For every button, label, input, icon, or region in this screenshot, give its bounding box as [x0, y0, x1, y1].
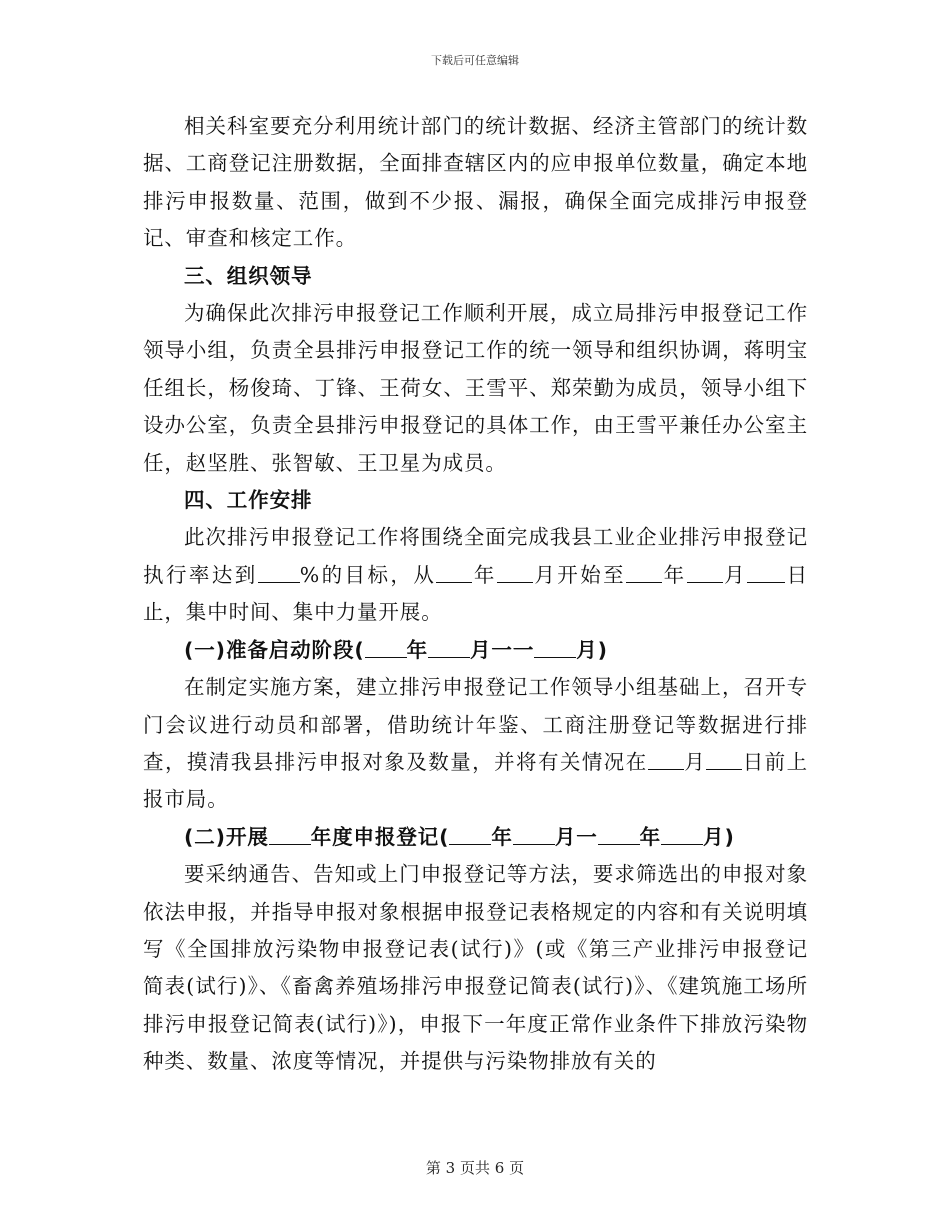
blank-end-month[interactable]	[687, 561, 723, 583]
heading-phase-two: (二)开展 年度申报登记( 年 月一 年 月)	[184, 824, 735, 849]
blank-end-day[interactable]	[747, 561, 785, 583]
heading-work-arrangement: 四、工作安排	[184, 488, 313, 513]
blank-phase1-month-end[interactable]	[534, 636, 576, 658]
paragraph-scope-survey: 相关科室要充分利用统计部门的统计数据、经济主管部门的统计数据、工商登记注册数据，全面排查辖区内的应申报单位数量，确定本地排污申报数量、范围，做到不少报、漏报，确保全面完成排污申报登记、审查和核定工作。	[143, 114, 808, 251]
paragraph-phase-one: 在制定实施方案，建立排污申报登记工作领导小组基础上，召开专门会议进行动员和部署，借助统计年鉴、工商注册登记等数据进行排查，摸清我县排污申报对象及数量，并将有关情况在 月 日前上报市局。	[143, 675, 809, 812]
blank-phase1-month-start[interactable]	[428, 636, 470, 658]
blank-phase2-end-year[interactable]	[598, 823, 640, 845]
blank-phase2-start-month[interactable]	[513, 823, 555, 845]
blank-report-day[interactable]	[706, 748, 742, 770]
blank-phase2-end-month[interactable]	[661, 823, 703, 845]
blank-phase1-year[interactable]	[365, 636, 407, 658]
page-footer-number: 第 3 页共 6 页	[425, 1159, 525, 1177]
blank-phase2-start-year[interactable]	[449, 823, 491, 845]
heading-organization: 三、组织领导	[184, 263, 313, 288]
paragraph-phase-two: 要采纳通告、告知或上门申报登记等方法，要求筛选出的申报对象依法申报，并指导申报对象根据申报登记表格规定的内容和有关说明填写《全国排放污染物申报登记表(试行)》(或《第三产业排污申报登记简表(试行)》、《畜禽养殖场排污申报登记简表(试行)》、《建筑施工场所排污申报登记简表(试行)》)，申报下一年度正常作业条件下排放污染物种类、数量、浓度等情况，并提供与污染物排放有关的	[143, 862, 808, 1074]
document-body	[143, 108, 808, 1081]
blank-declare-year[interactable]	[269, 823, 311, 845]
blank-report-month[interactable]	[648, 748, 684, 770]
page-header-note: 下载后可任意编辑	[431, 54, 519, 67]
paragraph-leadership-group: 为确保此次排污申报登记工作顺利开展，成立局排污申报登记工作领导小组，负责全县排污申报登记工作的统一领导和组织协调，蒋明宝任组长，杨俊琦、丁锋、王荷女、王雪平、郑荣勤为成员，领导小组下设办公室，负责全县排污申报登记的具体工作，由王雪平兼任办公室主任，赵坚胜、张智敏、王卫星为成员。	[143, 301, 808, 475]
blank-start-month[interactable]	[497, 561, 533, 583]
blank-start-year[interactable]	[436, 561, 472, 583]
paragraph-schedule: 此次排污申报登记工作将围绕全面完成我县工业企业排污申报登记执行率达到 %的目标，从 年 月开始至 年 月 日止，集中时间、集中力量开展。	[143, 525, 809, 625]
blank-rate[interactable]	[258, 561, 300, 583]
heading-phase-one: (一)准备启动阶段( 年 月一一 月)	[184, 637, 608, 662]
blank-end-year[interactable]	[626, 561, 662, 583]
